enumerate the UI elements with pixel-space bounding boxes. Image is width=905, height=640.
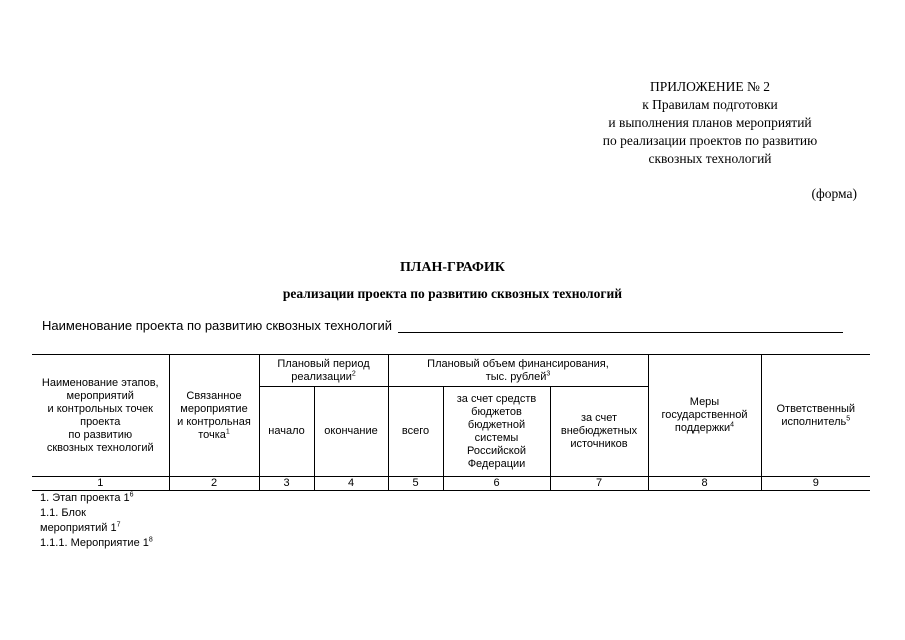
appendix-number: ПРИЛОЖЕНИЕ № 2 <box>649 79 771 94</box>
appendix-line: по реализации проектов по развитию <box>602 133 818 148</box>
header-stages: Наименование этапов, мероприятий и контрольных точек проекта по развитию сквозных технологий <box>32 355 169 477</box>
column-number: 9 <box>761 477 870 491</box>
block-row-line: мероприятий $1^7$ <box>40 521 121 534</box>
appendix-line: сквозных технологий <box>648 151 772 166</box>
header-end: окончание <box>314 387 388 477</box>
header-planned-financing: Плановый объем финансирования, тыс. рублей$^3$ <box>388 355 648 387</box>
project-name-label: Наименование проекта по развитию сквозных технологий <box>42 318 393 333</box>
column-number: 5 <box>388 477 443 491</box>
plan-rows <box>40 491 153 551</box>
header-related-event: Связанное мероприятие и контрольная точка$^1$ <box>169 355 259 477</box>
event-row: 1.1.1. Мероприятие $1^8$ <box>40 536 153 549</box>
column-number: 1 <box>32 477 169 491</box>
header-support-measures: Меры государственной поддержки$^4$ <box>648 355 761 477</box>
header-responsible: Ответственный исполнитель$^5$ <box>761 355 870 477</box>
column-number: 8 <box>648 477 761 491</box>
appendix-line: к Правилам подготовки <box>642 97 778 112</box>
header-extrabudget-funds: за счет внебюджетных источников <box>550 387 648 477</box>
project-name-blank <box>398 318 843 333</box>
header-total: всего <box>388 387 443 477</box>
column-number: 3 <box>259 477 314 491</box>
appendix-line: и выполнения планов мероприятий <box>608 115 812 130</box>
project-name-line <box>42 318 843 333</box>
column-number: 6 <box>443 477 550 491</box>
column-numbers-row <box>32 477 870 491</box>
appendix-header <box>560 78 860 168</box>
document-subtitle: реализации проекта по развитию сквозных технологий <box>282 286 623 301</box>
document-title: ПЛАН-ГРАФИК <box>400 260 505 275</box>
header-planned-period: Плановый период реализации$^2$ <box>259 355 388 387</box>
header-budget-funds: за счет средств бюджетов бюджетной системы Российской Федерации <box>443 387 550 477</box>
block-row-line: 1.1. Блок <box>40 507 86 519</box>
column-number: 7 <box>550 477 648 491</box>
form-label: (форма) <box>811 186 857 201</box>
column-number: 4 <box>314 477 388 491</box>
stage-row: 1. Этап проекта $1^6$ <box>40 491 134 504</box>
header-start: начало <box>259 387 314 477</box>
plan-table <box>32 354 870 491</box>
column-number: 2 <box>169 477 259 491</box>
